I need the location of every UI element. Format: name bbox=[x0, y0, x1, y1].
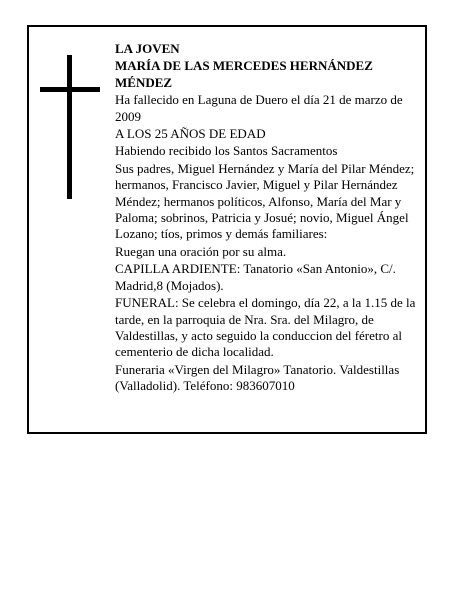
cross-horizontal-bar bbox=[40, 87, 100, 92]
funeral-info: FUNERAL: Se celebra el domingo, día 22, a la 1.15 de la tarde, en la parroquia de Nra. Sra. del Milagro, de Valdestillas, y acto seguido la conduccion del féretro al cementerio de dicha localidad. bbox=[115, 295, 416, 360]
cross-icon bbox=[40, 55, 100, 199]
age-line: A LOS 25 AÑOS DE EDAD bbox=[115, 126, 266, 142]
notice-heading: LA JOVEN bbox=[115, 41, 180, 56]
sacraments-line: Habiendo recibido los Santos Sacramentos bbox=[115, 143, 338, 159]
chapel-info: CAPILLA ARDIENTE: Tanatorio «San Antonio», C/. Madrid,8 (Mojados). bbox=[115, 261, 396, 293]
deceased-name: MARÍA DE LAS MERCEDES HERNÁNDEZ MÉNDEZ bbox=[115, 58, 373, 90]
family-list: Sus padres, Miguel Hernández y María del Pilar Méndez; hermanos, Francisco Javier, Miguel y Pilar Hernández Méndez; hermanos políticos, Alfonso, María del Mar y Paloma; sobrinos, Patricia y Josué; novio, Miguel Ángel Lozano; tíos, primos y demás familiares: bbox=[115, 160, 415, 242]
notice-text bbox=[115, 41, 421, 396]
cross-vertical-bar bbox=[67, 55, 72, 199]
obituary-notice bbox=[27, 25, 427, 434]
funeral-home-info: Funeraria «Virgen del Milagro» Tanatorio. Valdestillas (Valladolid). Teléfono: 983607010 bbox=[115, 361, 400, 394]
prayer-request: Ruegan una oración por su alma. bbox=[115, 243, 287, 259]
death-announcement: Ha fallecido en Laguna de Duero el día 21 de marzo de 2009 bbox=[115, 92, 403, 124]
